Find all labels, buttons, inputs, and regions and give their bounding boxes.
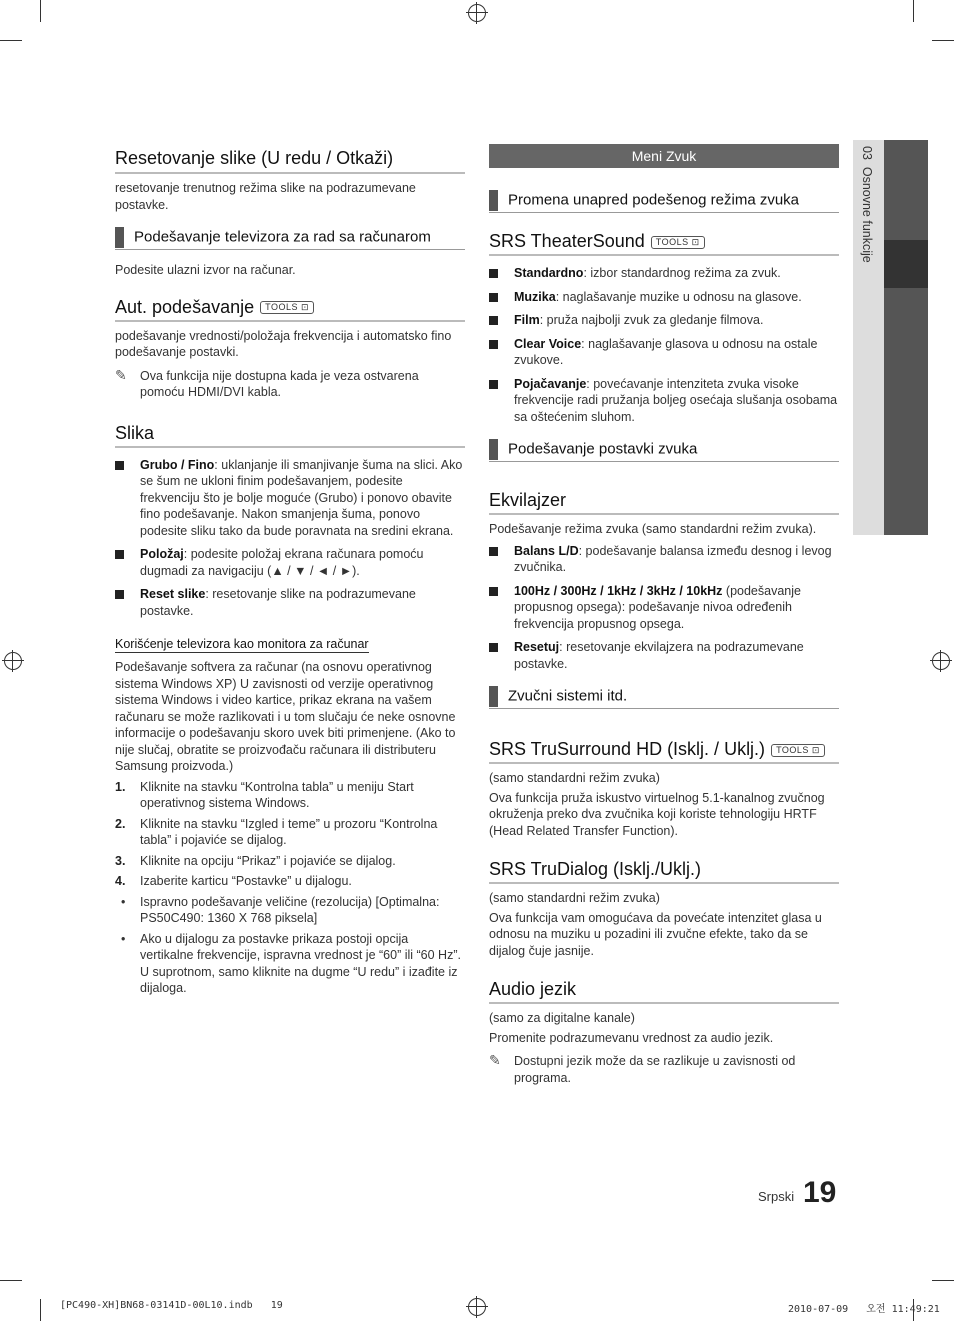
tools-label: TOOLS (265, 302, 298, 313)
crop-mark (40, 1299, 41, 1321)
eq-item (489, 639, 839, 672)
step-item (115, 873, 465, 890)
dot-item (115, 894, 465, 927)
note-pencil-icon: ✎ (489, 1052, 501, 1068)
bullet-dot-icon: • (121, 894, 126, 909)
heading-eq: Ekvilajzer (489, 490, 839, 515)
eq-item-desc: (podešavanje propusnog opsega): podešavanje nivoa određenih frekvencija propusnog opsega. (514, 583, 801, 631)
heading-trusurround-label: SRS TruSurround HD (Isklj. / Uklj.) (489, 739, 766, 759)
bullet-square-icon (489, 587, 498, 596)
monitor-title-text: Korišćenje televizora kao monitora za računar (115, 637, 369, 651)
srs-item (489, 312, 839, 329)
srs-item-term: Muzika (514, 289, 556, 304)
heading-auto-label: Aut. podešavanje (115, 296, 255, 317)
steps-list (115, 779, 465, 890)
step-item (115, 853, 465, 870)
heading-audio: Audio jezik (489, 979, 839, 1004)
crop-mark (0, 1280, 22, 1281)
monitor-title (115, 635, 465, 653)
subheading-bar (489, 686, 498, 707)
srs-item-term: Clear Voice (514, 336, 582, 351)
crop-mark (932, 1280, 954, 1281)
subheading-settings (489, 439, 839, 462)
page-number: 19 (803, 1176, 837, 1209)
note-pencil-icon: ✎ (115, 366, 127, 383)
dot-text: Ako u dijalogu za postavke prikaza postoji opcija vertikalne frekvencije, ispravna vrednost je “60” ili “60 Hz”. U suprotnom, samo kliknite na dugme “U redu” i izađite iz dijaloga. (140, 931, 461, 995)
crop-mark (0, 40, 22, 41)
heading-auto (115, 297, 465, 322)
monitor-text: Podešavanje softvera za računar (na osnovu operativnog sistema Windows XP) U zavisnosti od verzije operativnog sistema Windows i video kartice, prikaz ekrana na vašem računaru se može razlikovati i u tom slučaju će neke osnovne informacije o podešavanju skoro uvek biti primenjene. (Ako to nije slučaj, obratite se proizvođaču računara ili distributeru Samsung proizvoda.) (115, 660, 456, 773)
bullet-square-icon (115, 550, 124, 559)
footer-lang: Srpski (758, 1189, 795, 1204)
subheading-bar (115, 227, 124, 248)
audio-text: Promenite podrazumevanu vrednost za audio jezik. (489, 1030, 774, 1045)
srs-item (489, 265, 839, 282)
side-tab-dark (884, 140, 928, 535)
subheading-pc-label: Podešavanje televizora za rad sa računarom (134, 228, 431, 246)
srs-item-desc: : naglašavanje glasova u odnosu na ostale zvukove. (514, 336, 818, 367)
slika-list (115, 457, 465, 620)
registration-mark (468, 4, 486, 22)
bullet-square-icon (115, 461, 124, 470)
bullet-square-icon (489, 380, 498, 389)
eq-item-term: Balans L/D (514, 543, 579, 558)
tools-icon: TOOLS ⊡ (651, 236, 705, 249)
eq-item-term: Resetuj (514, 640, 560, 654)
print-date: 2010-07-09 오전 11:49:21 (788, 1304, 940, 1315)
print-file: [PC490-XH]BN68-03141D-00L10.indb 19 (60, 1300, 283, 1311)
registration-mark (932, 652, 950, 670)
eq-item-term: 100Hz / 300Hz / 1kHz / 3kHz / 10kHz (514, 583, 723, 598)
step-item (115, 779, 465, 812)
slika-item (115, 546, 465, 579)
slika-item-term: Položaj (140, 547, 184, 561)
subheading-systems (489, 686, 839, 709)
subheading-pc (115, 227, 465, 250)
slika-item-desc: : resetovanje slike na podrazumevane postavke. (140, 587, 416, 618)
eq-item-desc: : resetovanje ekvilajzera na podrazumevane postavke. (514, 640, 804, 671)
dot-text: Ispravno podešavanje veličine (rezolucija) [Optimalna: PS50C490: 1360 X 768 piksela] (140, 894, 440, 925)
bullet-square-icon (489, 316, 498, 325)
bullet-square-icon (489, 269, 498, 278)
dots-list (115, 894, 465, 997)
audio-note-text: Dostupni jezik može da se razlikuje u zavisnosti od programa. (514, 1054, 796, 1085)
auto-text: podešavanje vrednosti/položaja frekvencija i automatsko fino podešavanje postavki. (115, 328, 452, 359)
left-column (115, 148, 465, 997)
dlg-text: Ova funkcija vam omogućava da povećate intenzitet glasa u odnosu na muziku u pozadini ili zvučne efekte, tako da se dijalog čuje jasnije. (489, 910, 822, 958)
heading-trudialog: SRS TruDialog (Isklj./Uklj.) (489, 859, 839, 884)
srs-item (489, 376, 839, 426)
srs-item-desc: : pruža najbolji zvuk za gledanje filmova. (539, 313, 764, 327)
srs-item (489, 336, 839, 369)
srs-item-term: Standardno (514, 266, 584, 280)
subheading-settings-label: Podešavanje postavki zvuka (508, 440, 698, 458)
eq-text: Podešavanje režima zvuka (samo standardni režim zvuka). (489, 522, 817, 536)
tools-icon: TOOLS ⊡ (260, 301, 314, 314)
subheading-systems-label: Zvučni sistemi itd. (508, 687, 628, 705)
slika-item-term: Reset slike (140, 587, 206, 601)
eq-item (489, 583, 839, 633)
srs-item (489, 289, 839, 306)
step-number: 2. (115, 816, 126, 831)
heading-trusurround (489, 739, 839, 764)
dot-item (115, 931, 465, 997)
step-number: 3. (115, 853, 126, 868)
reset-text: resetovanje trenutnog režima slike na podrazumevane postavke. (115, 181, 416, 212)
pc-text: Podesite ulazni izvor na računar. (115, 263, 296, 277)
dlg-mode: (samo standardni režim zvuka) (489, 891, 660, 905)
srs-item-desc: : povećavanje intenziteta zvuka visoke frekvencije radi pružanja boljeg osećaja slušanja osobama sa oštećenim sluhom. (514, 376, 838, 424)
eq-item-desc: : podešavanje balansa između desnog i levog zvučnika. (514, 543, 832, 574)
subheading-bar (489, 190, 498, 211)
bullet-square-icon (489, 340, 498, 349)
heading-reset: Resetovanje slike (U redu / Otkaži) (115, 148, 465, 174)
eq-list (489, 543, 839, 673)
bullet-square-icon (489, 643, 498, 652)
tools-icon: TOOLS ⊡ (771, 744, 825, 757)
step-text: Kliknite na opciju “Prikaz” i pojaviće se dijalog. (140, 853, 396, 868)
step-text: Izaberite karticu “Postavke” u dijalogu. (140, 874, 352, 888)
crop-mark (913, 0, 914, 22)
tru-text: Ova funkcija pruža iskustvo virtuelnog 5.1-kanalnog zvučnog okruženja preko dva zvučnika koji koriste tehnologiju HRTF (Head Related Transfer Function). (489, 790, 825, 838)
heading-srs (489, 231, 839, 256)
audio-note (489, 1053, 839, 1086)
registration-mark (468, 1298, 486, 1316)
step-number: 4. (115, 874, 126, 888)
tru-mode: (samo standardni režim zvuka) (489, 771, 660, 785)
slika-item-desc: : podesite položaj ekrana računara pomoću dugmadi za navigaciju (▲ / ▼ / ◄ / ►). (140, 547, 424, 578)
slika-item-desc: : uklanjanje ili smanjivanje šuma na slici. Ako se šum ne ukloni finim podešavanjem, podesite frekvenciju što je bolje moguće (Grubo) i ponovo obavite fino podešavanje. Nakon smanjenja šuma, ponovo podesite sliku tako da bude poravnata na sredini ekrana. (140, 457, 463, 538)
step-item (115, 816, 465, 849)
bullet-square-icon (115, 590, 124, 599)
bullet-dot-icon: • (121, 931, 126, 946)
registration-mark (4, 652, 22, 670)
srs-item-term: Film (514, 313, 540, 327)
heading-srs-label: SRS TheaterSound (489, 231, 645, 251)
heading-slika: Slika (115, 423, 465, 448)
step-text: Kliknite na stavku “Kontrolna tabla” u meniju Start operativnog sistema Windows. (140, 779, 414, 810)
bullet-square-icon (489, 547, 498, 556)
eq-item (489, 543, 839, 576)
subheading-preset-label: Promena unapred podešenog režima zvuka (508, 191, 800, 209)
subheading-bar (489, 439, 498, 460)
srs-item-desc: : izbor standardnog režima za zvuk. (583, 266, 781, 280)
step-text: Kliknite na stavku “Izgled i teme” u prozoru “Kontrolna tabla” i pojaviće se dijalog. (140, 816, 438, 847)
srs-list (489, 265, 839, 425)
srs-item-desc: : naglašavanje muzike u odnosu na glasove. (555, 289, 802, 304)
right-column (489, 144, 839, 1086)
tools-label: TOOLS (655, 236, 689, 247)
audio-mode: (samo za digitalne kanale) (489, 1011, 635, 1025)
menu-bar: Meni Zvuk (489, 144, 839, 168)
side-tab-darker (884, 240, 928, 288)
subheading-preset (489, 190, 839, 213)
step-number: 1. (115, 779, 126, 794)
crop-mark (932, 40, 954, 41)
slika-item (115, 586, 465, 619)
slika-item-term: Grubo / Fino (140, 457, 215, 472)
side-tab-label: 03 Osnovne funkcije (860, 146, 874, 263)
srs-item-term: Pojačavanje (514, 376, 587, 391)
auto-note-text: Ova funkcija nije dostupna kada je veza ostvarena pomoću HDMI/DVI kabla. (140, 368, 419, 399)
bullet-square-icon (489, 293, 498, 302)
slika-item (115, 457, 465, 540)
tools-label: TOOLS (776, 744, 809, 755)
crop-mark (40, 0, 41, 22)
auto-note (115, 368, 465, 401)
